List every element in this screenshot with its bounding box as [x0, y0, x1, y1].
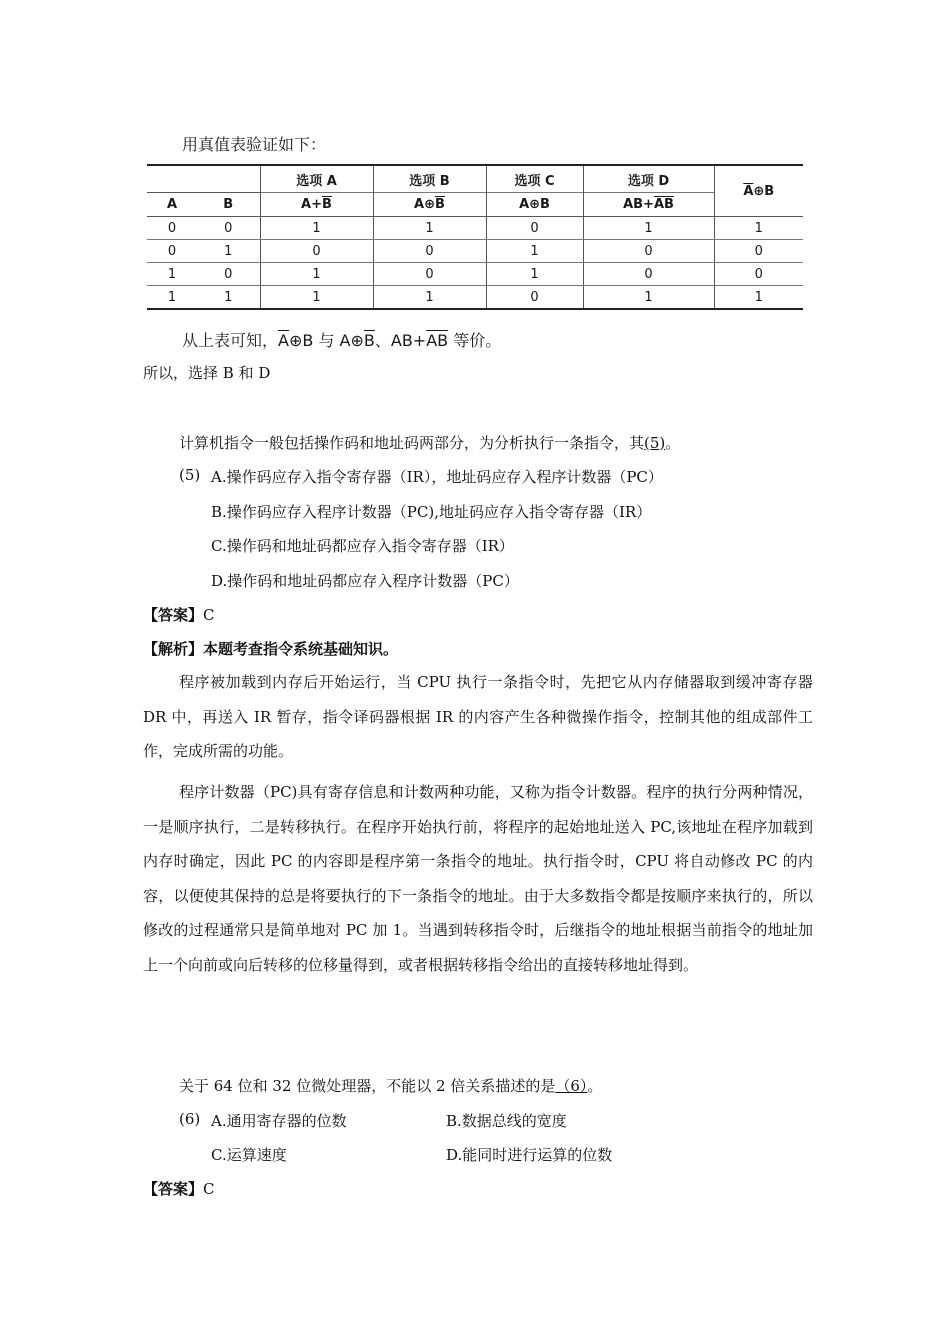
col-a-header: A — [147, 193, 197, 217]
table-cell: 1 — [260, 263, 373, 286]
truth-table-header-row — [147, 165, 803, 193]
table-cell: 1 — [583, 286, 714, 310]
expr-a: $A+\overline{B}$ — [260, 193, 373, 217]
q6-number: (6) — [179, 1110, 201, 1128]
q6-option-a: A.通用寄存器的位数 — [211, 1112, 347, 1130]
table-cell: 0 — [583, 240, 714, 263]
table-row — [147, 217, 803, 240]
xor-header: $\overline{A}\oplus B$ — [714, 165, 803, 217]
table-cell: 1 — [486, 240, 583, 263]
q5-number: (5) — [179, 466, 201, 484]
q5-analysis-paragraph-2: 程序计数器（PC)具有寄存信息和计数两种功能，又称为指令计数器。程序的执行分两种情况，一是顺序执行，二是转移执行。在程序开始执行前，将程序的起始地址送入 PC,该地址在程序加载到内存时确定，因此 PC 的内容即是程序第一条指令的地址。执行指令时，CPU 将自动修改 PC 的内容，以便使其保持的总是将要执行的下一条指令的地址。由于大多数指令都是按顺序来执行的，所以修改的过程通常只是简单地对 PC 加 1。当遇到转移指令时，后继指令的地址根据当前指令的地址加上一个向前或向后转移的位移量得到，或者根据转移指令给出的直接转移地址得到。 — [143, 783, 813, 974]
truth-table — [147, 164, 803, 310]
q6-answer: 【答案】C — [143, 1180, 215, 1198]
table-cell: 0 — [373, 263, 486, 286]
q5-stem: 计算机指令一般包括操作码和地址码两部分，为分析执行一条指令，其(5)。 — [179, 434, 681, 452]
table-cell: 0 — [147, 240, 197, 263]
option-b-header: 选项 B — [373, 165, 486, 193]
table-cell: 0 — [197, 263, 260, 286]
table-cell: 1 — [147, 286, 197, 310]
q5-analysis-paragraph-1: 程序被加载到内存后开始运行，当 CPU 执行一条指令时，先把它从内存储器取到缓冲寄存器 DR 中，再送入 IR 暂存，指令译码器根据 IR 的内容产生各种微操作指令，控制其他的组成部件工作，完成所需的功能。 — [143, 673, 813, 760]
table-cell: 1 — [147, 263, 197, 286]
option-a-header: 选项 A — [260, 165, 373, 193]
q6-option-b: B.数据总线的宽度 — [446, 1112, 567, 1130]
q5-analysis-heading: 【解析】本题考查指令系统基础知识。 — [143, 640, 399, 658]
table-cell: 1 — [714, 217, 803, 240]
table-cell: 0 — [486, 286, 583, 310]
table-cell: 1 — [373, 217, 486, 240]
option-d-header: 选项 D — [583, 165, 714, 193]
col-b-header: B — [197, 193, 260, 217]
truth-table-expr-row — [147, 193, 803, 217]
table-cell: 0 — [260, 240, 373, 263]
table-cell: 0 — [197, 217, 260, 240]
q6-stem: 关于 64 位和 32 位微处理器，不能以 2 倍关系描述的是（6）。 — [179, 1077, 603, 1095]
table-row — [147, 240, 803, 263]
table-row — [147, 263, 803, 286]
table-cell: 0 — [583, 263, 714, 286]
q5-option-a: A.操作码应存入指令寄存器（IR），地址码应存入程序计数器（PC） — [211, 468, 663, 486]
expr-d: $AB+\overline{AB}$ — [583, 193, 714, 217]
table-cell: 0 — [486, 217, 583, 240]
truth-table-intro: 用真值表验证如下： — [182, 135, 327, 154]
table-row — [147, 286, 803, 310]
expr-b: $A\oplus\overline{B}$ — [373, 193, 486, 217]
previous-answer: 所以，选择 B 和 D — [143, 364, 271, 382]
table-cell: 0 — [714, 263, 803, 286]
table-cell: 1 — [260, 217, 373, 240]
table-cell: 1 — [373, 286, 486, 310]
option-c-header: 选项 C — [486, 165, 583, 193]
q6-option-d: D.能同时进行运算的位数 — [446, 1146, 613, 1164]
table-cell: 1 — [260, 286, 373, 310]
q5-answer: 【答案】C — [143, 606, 215, 624]
table-cell: 1 — [714, 286, 803, 310]
table-cell: 0 — [373, 240, 486, 263]
table-cell: 0 — [147, 217, 197, 240]
q5-option-c: C.操作码和地址码都应存入指令寄存器（IR） — [211, 537, 514, 555]
table-cell: 0 — [714, 240, 803, 263]
q6-option-c: C.运算速度 — [211, 1146, 287, 1164]
table-cell: 1 — [583, 217, 714, 240]
table-cell: 1 — [197, 240, 260, 263]
q5-option-d: D.操作码和地址码都应存入程序计数器（PC） — [211, 572, 519, 590]
truth-table-conclusion: 从上表可知，$\overline{A}\oplus B$ 与 $A\oplus\overline{B}$、$AB+\overline{AB}$ 等价。 — [182, 331, 502, 350]
q5-option-b: B.操作码应存入程序计数器（PC),地址码应存入指令寄存器（IR） — [211, 503, 652, 521]
expr-c: A⊕B — [486, 193, 583, 217]
table-cell: 1 — [197, 286, 260, 310]
table-cell: 1 — [486, 263, 583, 286]
